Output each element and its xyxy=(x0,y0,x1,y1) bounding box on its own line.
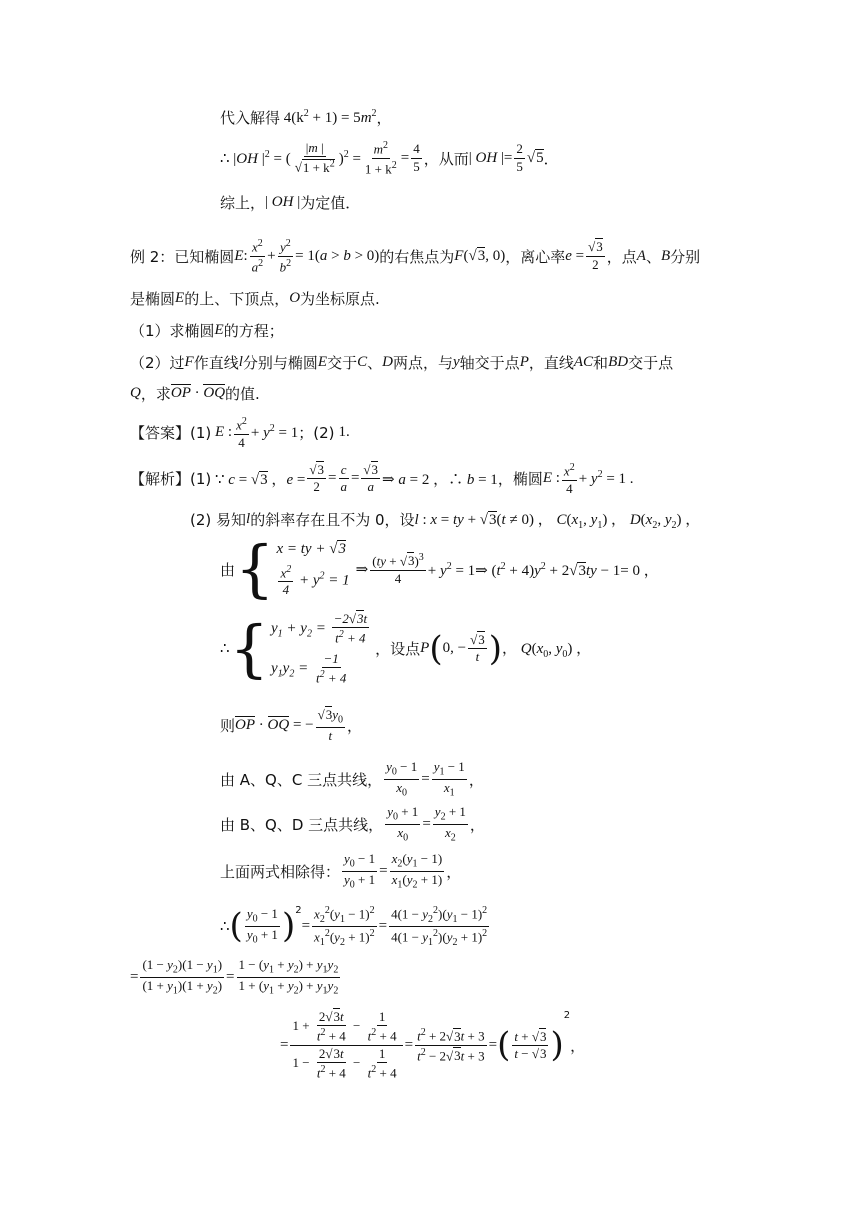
text: （2）过 xyxy=(130,354,185,372)
text: ，直线 xyxy=(528,354,574,372)
fraction: $\frac{x^2}{4}$ xyxy=(236,416,247,450)
question-2-line-2: Q ，求 OP · OQ 的值. xyxy=(130,385,260,403)
collinear-bqd: 由 B、Q、D 三点共线， $\frac{y_0 + 1}{x_0}$ = $\frac{y_2 + 1}{x_2}$ ， xyxy=(220,804,485,844)
text: 和 xyxy=(593,354,609,372)
line-3 xyxy=(220,192,360,213)
text: 上面两式相除得： xyxy=(220,862,341,881)
text: 1. xyxy=(338,424,350,441)
text: 是椭圆 xyxy=(130,290,176,308)
fraction: $\frac{4(1 - y_2^2)(y_1 - 1)^2}{4(1 - y_1^2)(y_2 + 1)^2}$ xyxy=(391,905,488,948)
formula: | OH | xyxy=(265,194,301,210)
fraction: $\frac{x^2}{a^2}$ xyxy=(251,238,264,274)
formula: = xyxy=(400,149,410,166)
text: 的斜率存在且不为 0，设 xyxy=(250,511,415,529)
fraction: $\frac{y_0 - 1}{y_0 + 1}$ xyxy=(344,851,376,891)
text: 交于点 xyxy=(628,354,674,372)
fraction: $\frac{x_2(y_1 - 1)}{x_1(y_2 + 1)}$ xyxy=(391,851,443,891)
formula: + $y^2 = 1$ xyxy=(250,423,299,442)
text: ；(2) xyxy=(298,424,335,443)
text: 代入解得 xyxy=(220,109,281,127)
solution-1: 【解析】(1) ∵ c = √3 ，e = $\frac{√3}{2}$ = $\frac{c}{a}$ = $\frac{√3}{a}$ ⇒ a = 2 ，∴ b = 1 ，椭圆 E : $\frac{x^2}{4}$ + $y^2 = 1$ . xyxy=(130,462,634,496)
fraction: $\frac{y_0 - 1}{x_0}$ xyxy=(386,759,418,799)
system-2: ∴ { $y_1 + y_2$ = $\frac{-2√3t}{t^2 + 4}$ $y_1y_2$ = $\frac{-1}{t^2 + 4}$ ，设点 P ( 0, − $\frac{√3}{t}$ ) ， $Q(x_0$, $y_0$) ， xyxy=(220,611,592,686)
text: 的右焦点为 xyxy=(379,247,455,266)
text: （1）求椭圆 xyxy=(130,322,215,340)
fraction: $\frac{2}{5}$ xyxy=(516,141,523,174)
formula: ⇒ a = 2 ，∴ b = 1 xyxy=(382,472,498,489)
formula: OP · OQ xyxy=(170,385,226,401)
text: ． xyxy=(543,149,559,168)
fraction: $\frac{t + √3}{t - √3}$ xyxy=(514,1028,547,1061)
fraction: $\frac{y_0 + 1}{x_0}$ xyxy=(387,804,419,844)
formula: + $y^2 = 1$ . xyxy=(578,469,634,488)
line-1 xyxy=(220,107,392,128)
text: 由 xyxy=(220,560,236,579)
text: 综上， xyxy=(220,194,266,212)
text: 分别与椭圆 xyxy=(242,354,318,372)
system-1: 由 { x = ty + √3 $\frac{x^2}{4}$ + $y^2 = 1$ ⇒ $\frac{(ty + √3)^3}{4}$ + $y^2$ = 1⇒ $(t^2 + 4)y^2 + 2√3ty - 1= 0$ ， xyxy=(220,532,659,605)
fraction: $\frac{√3}{t}$ xyxy=(470,632,485,665)
question-1: （1）求椭圆 E 的方程； xyxy=(130,322,284,340)
formula: = 1(a > b > 0) xyxy=(295,247,380,264)
squared-ratio-line: ∴ ( $\frac{y_0 - 1}{y_0 + 1}$ ) $^2$ = $\frac{x_2^2(y_1 - 1)^2}{x_1^2(y_2 + 1)^2}$ = $\frac{4(1 - y_2^2)(y_1 - 1)^2}{4(1 - y_1^2)(y_2 + 1)^2}$ xyxy=(220,905,488,948)
fraction: $\frac{m^2}{1 + k^2}$ xyxy=(364,140,397,176)
formula: ∴ |OH $|^2$ = ( xyxy=(220,148,291,167)
formula: )$^2$ = xyxy=(338,148,361,167)
fraction: $\frac{y_0 - 1}{y_0 + 1}$ xyxy=(246,906,278,946)
formula: E : xyxy=(542,470,560,487)
fraction: $\frac{c}{a}$ xyxy=(340,462,347,495)
formula: + $y^2$ = 1⇒ $(t^2 + 4)y^2 + 2√3ty - 1= 0$ ， xyxy=(427,560,659,579)
text: ，设点 xyxy=(375,640,421,659)
fraction: $\frac{t^2 + 2√3t + 3}{t^2 - 2√3t + 3}$ xyxy=(417,1027,485,1064)
formula: ∵ c = √3 ，e = xyxy=(211,472,306,489)
fraction: $\frac{4}{5}$ xyxy=(413,141,420,174)
text: 的值. xyxy=(225,385,260,403)
fraction: $\frac{√3}{a}$ xyxy=(363,462,379,495)
text: 轴交于点 xyxy=(459,354,520,372)
fraction: 1 + $\frac{2√3t}{t^2 + 4}$ − $\frac{1}{t^2 + 4}$ 1 − $\frac{2√3t}{t^2 + 4}$ − $\frac{1}{t^2 + 4}$ xyxy=(290,1010,402,1081)
formula: $4(k^2 + 1) = 5m^2$ xyxy=(280,108,377,126)
text: 由 B、Q、D 三点共线， xyxy=(220,815,384,834)
formula: l : x = ty + √3(t ≠ 0) ， $C(x_1$, $y_1$) ， $D(x_2$, $y_2$) ， xyxy=(414,512,701,531)
dot-product-line: 则 OP · OQ = − $\frac{√3y_0}{t}$ ， xyxy=(220,707,363,743)
answer-line xyxy=(130,416,350,450)
text: ，椭圆 xyxy=(497,470,543,489)
example-2-line-2: 是椭圆 E 的上、下顶点， O 为坐标原点. xyxy=(130,290,380,308)
fraction: $\frac{1 - (y_1 + y_2) + y_1y_2}{1 + (y_1 + y_2) + y_1y_2}$ xyxy=(238,957,339,997)
fraction: $\frac{(1 - y_2)(1 - y_1)}{(1 + y_1)(1 + y_2)}$ xyxy=(142,957,223,997)
formula: E : xyxy=(215,424,233,441)
text: 分别 xyxy=(670,247,701,266)
text: 由 A、Q、C 三点共线， xyxy=(220,770,383,789)
formula: √5 xyxy=(526,149,544,166)
fraction: $\frac{y^2}{b^2}$ xyxy=(279,238,292,274)
text: ， xyxy=(376,109,392,127)
text: (2) 易知 xyxy=(190,511,247,529)
fraction: $\frac{y_1 - 1}{x_1}$ xyxy=(433,759,465,799)
text: ，从而 xyxy=(423,149,469,168)
text: 【答案】(1) xyxy=(130,424,212,443)
collinear-aqc: 由 A、Q、C 三点共线， $\frac{y_0 - 1}{x_0}$ = $\frac{y_1 - 1}{x_1}$ ， xyxy=(220,759,484,799)
fraction: $\frac{√3y_0}{t}$ xyxy=(317,707,344,743)
formula: P xyxy=(420,640,430,657)
formula: | OH |= xyxy=(468,149,513,166)
example-2-line-1: 例 2：已知椭圆 E : $\frac{x^2}{a^2}$ + $\frac{y^2}{b^2}$ = 1(a > b > 0) 的右焦点为 F(√3, 0) ，离心率 e = $\frac{√3}{2}$ ，点 A 、 B 分别 xyxy=(130,238,701,274)
simplified-ratio-line: = $\frac{(1 - y_2)(1 - y_1)}{(1 + y_1)(1 + y_2)}$ = $\frac{1 - (y_1 + y_2) + y_1y_2}{1 + (y_1 + y_2) + y_1y_2}$ xyxy=(130,957,339,997)
text: ，离心率 xyxy=(505,247,566,266)
formula: E xyxy=(234,247,244,264)
text: 的方程； xyxy=(223,322,284,340)
question-2-line-1: （2）过 F 作直线 l 分别与椭圆 E 交于 C 、 D 两点，与 y 轴交于点 P ，直线 AC 和 BD 交于点 xyxy=(130,354,674,372)
text: ，点 xyxy=(606,247,637,266)
text: 【解析】(1) xyxy=(130,470,212,489)
text: 两点，与 xyxy=(392,354,453,372)
fraction: $\frac{√3}{2}$ xyxy=(309,462,324,495)
formula: e = xyxy=(565,247,585,264)
fraction: $\frac{(ty + √3)^3}{4}$ xyxy=(372,552,424,586)
fraction: $\frac{x^2}{4}$ xyxy=(563,462,575,496)
line-2 xyxy=(220,140,559,176)
division-line: 上面两式相除得： $\frac{y_0 - 1}{y_0 + 1}$ = $\frac{x_2(y_1 - 1)}{x_1(y_2 + 1)}$ ， xyxy=(220,851,462,891)
text: 为定值． xyxy=(300,194,361,212)
fraction: $\frac{|m |}{√1 + k^2}$ xyxy=(294,140,335,175)
text: 则 xyxy=(220,716,236,735)
text: ，求 xyxy=(140,385,171,403)
formula: F(√3, 0) xyxy=(454,247,506,264)
text: 交于 xyxy=(327,354,358,372)
solution-2-line-1: (2) 易知 l 的斜率存在且不为 0，设 l : x = ty + √3(t ≠ 0) ， $C(x_1$, $y_1$) ， $D(x_2$, $y_2$) ， xyxy=(190,508,700,531)
text: 为坐标原点. xyxy=(300,290,380,308)
formula: OP · OQ = − xyxy=(235,716,314,733)
fraction: $\frac{y_2 + 1}{x_2}$ xyxy=(434,804,466,844)
text: 作直线 xyxy=(193,354,239,372)
fraction: $\frac{x_2^2(y_1 - 1)^2}{x_1^2(y_2 + 1)^2}$ xyxy=(314,905,375,948)
final-ratio-line: = 1 + $\frac{2√3t}{t^2 + 4}$ − $\frac{1}{t^2 + 4}$ 1 − $\frac{2√3t}{t^2 + 4}$ − $\frac{1}{t^2 + 4}$ = $\frac{t^2 + 2√3t + 3}{t^2 - 2√3t + 3}$ = ( $\frac{t + √3}{t - √3}$ ) 2 ， xyxy=(280,1009,586,1081)
formula: ， $Q(x_0$, $y_0$) ， xyxy=(501,641,592,661)
text: 的上、下顶点， xyxy=(184,290,290,308)
fraction: $\frac{√3}{2}$ xyxy=(588,239,603,272)
text: 例 2：已知椭圆 xyxy=(130,247,235,266)
